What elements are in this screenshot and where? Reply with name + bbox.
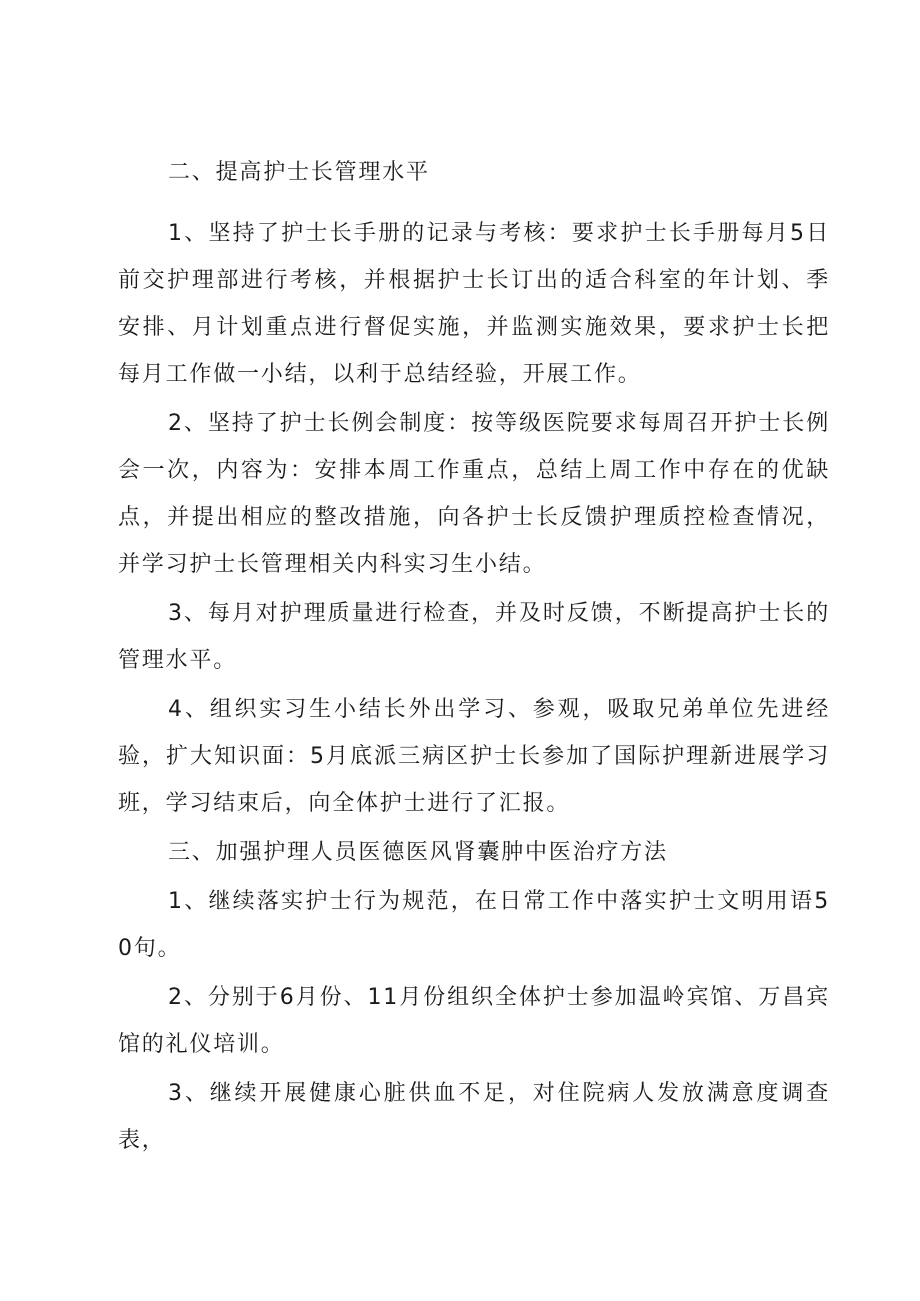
paragraph-2-3: 3、每月对护理质量进行检查，并及时反馈，不断提高护士长的管理水平。 (118, 601, 830, 673)
paragraph-3-3: 3、继续开展健康心脏供血不足，对住院病人发放满意度调查表， (118, 1081, 830, 1153)
document-body (118, 149, 830, 1164)
section-heading-2: 二、提高护士长管理水平 (168, 160, 430, 185)
paragraph-2-4: 4、组织实习生小结长外出学习、参观，吸取兄弟单位先进经验，扩大知识面：5月底派三病区护士长参加了国际护理新进展学习班，学习结束后，向全体护士进行了汇报。 (118, 697, 830, 816)
paragraph-3-1: 1、继续落实护士行为规范，在日常工作中落实护士文明用语50句。 (118, 889, 830, 961)
paragraph-3-2: 2、分别于6月份、11月份组织全体护士参加温岭宾馆、万昌宾馆的礼仪培训。 (118, 985, 830, 1057)
section-heading-3: 三、加强护理人员医德医风肾囊肿中医治疗方法 (168, 840, 668, 865)
paragraph-2-1: 1、坚持了护士长手册的记录与考核：要求护士长手册每月5日前交护理部进行考核，并根据护士长订出的适合科室的年计划、季安排、月计划重点进行督促实施，并监测实施效果，要求护士长把每月工作做一小结，以利于总结经验，开展工作。 (118, 221, 830, 387)
paragraph-2-2: 2、坚持了护士长例会制度：按等级医院要求每周召开护士长例会一次，内容为：安排本周工作重点，总结上周工作中存在的优缺点，并提出相应的整改措施，向各护士长反馈护理质控检查情况，并学习护士长管理相关内科实习生小结。 (118, 411, 830, 577)
